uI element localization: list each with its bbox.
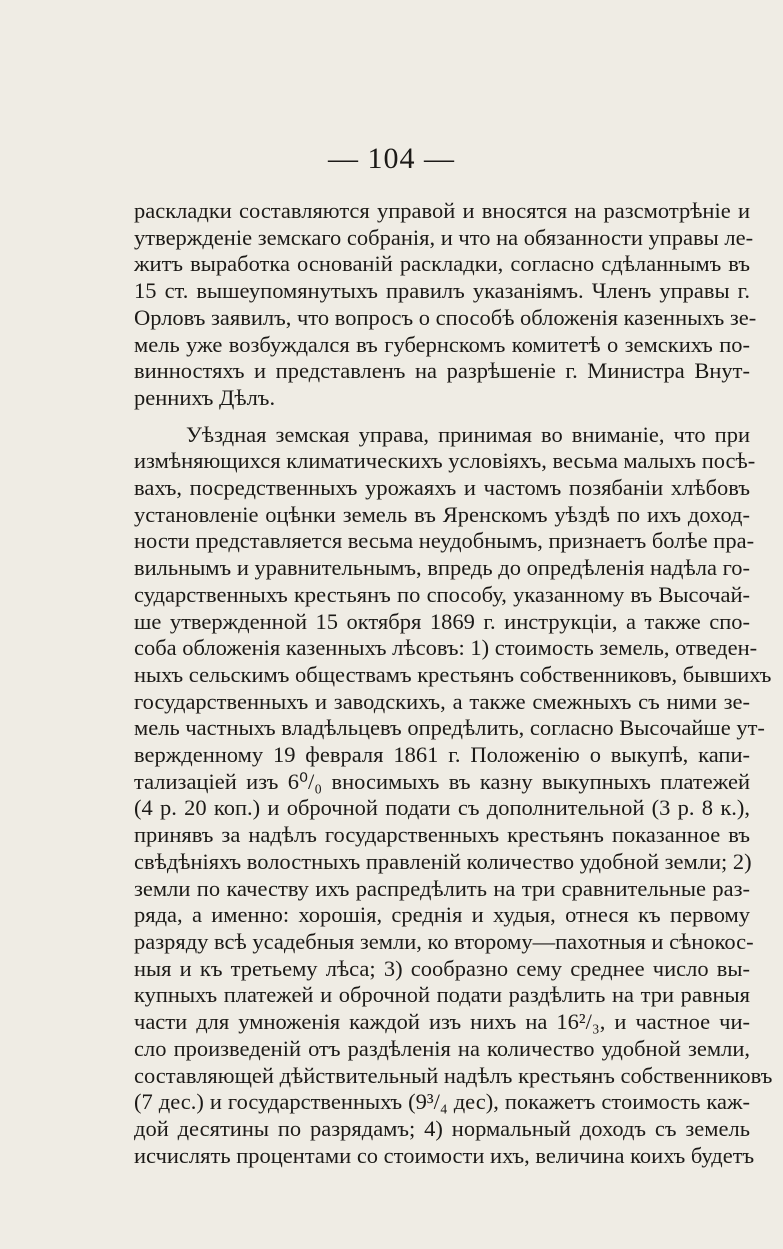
text-line: (4 р. 20 коп.) и оброчной подати съ дополнительной (3 р. 8 к.), xyxy=(134,795,750,821)
paragraph-1 xyxy=(134,198,757,412)
text-line: исчислять процентами со стоимости ихъ, величина коихъ будетъ xyxy=(134,1142,755,1168)
text-line: Уѣздная земская управа, принимая во вниманіе, что при xyxy=(186,421,750,447)
text-line: вержденному 19 февраля 1861 г. Положенію о выкупѣ, капи- xyxy=(134,742,750,768)
page-number: — 104 — xyxy=(328,142,455,175)
text-line: купныхъ платежей и оброчной подати раздѣлить на три равныя xyxy=(134,982,750,1008)
text-line: мель частныхъ владѣльцевъ опредѣлить, согласно Высочайше ут- xyxy=(134,715,765,741)
text-line: ше утвержденной 15 октября 1869 г. инструкціи, а также спо- xyxy=(134,608,750,634)
text-line: земли по качеству ихъ распредѣлить на три сравнительные раз- xyxy=(134,875,750,901)
text-line: ряда, а именно: хорошія, среднія и худыя, отнеся къ первому xyxy=(134,902,750,928)
text-line: свѣдѣніяхъ волостныхъ правленій количество удобной земли; 2) xyxy=(134,848,752,874)
text-line: дой десятины по разрядамъ; 4) нормальный доходъ съ земель xyxy=(134,1115,750,1141)
text-line: Орловъ заявилъ, что вопросъ о способѣ обложенія казенныхъ зе- xyxy=(134,304,757,330)
text-line: мель уже возбуждался въ губернскомъ комитетѣ о земскихъ по- xyxy=(134,331,750,357)
text-line: 15 ст. вышеупомянутыхъ правилъ указаніямъ. Членъ управы г. xyxy=(134,278,750,304)
text-line: ныхъ сельскимъ обществамъ крестьянъ собственниковъ, бывшихъ xyxy=(134,661,772,687)
text-line: установленіе оцѣнки земель въ Яренскомъ уѣздѣ по ихъ доход- xyxy=(134,501,750,527)
text-line: вахъ, посредственныхъ урожаяхъ и частомъ позябаніи хлѣбовъ xyxy=(134,475,750,501)
text-line: тализаціей изъ 6⁰/₀ вносимыхъ въ казну выкупныхъ платежей xyxy=(134,768,750,794)
text-line: части для умноженія каждой изъ нихъ на 16²/₃, и частное чи- xyxy=(134,1009,750,1035)
paragraph-2 xyxy=(134,421,773,1170)
text-line: вильнымъ и уравнительнымъ, впредь до опредѣленія надѣла го- xyxy=(134,555,750,581)
text-line: утвержденіе земскаго собранія, и что на обязанности управы ле- xyxy=(134,224,754,250)
text-line: ныя и къ третьему лѣса; 3) сообразно сему среднее число вы- xyxy=(134,955,750,981)
text-line: сударственныхъ крестьянъ по способу, указанному въ Высочай- xyxy=(134,581,750,607)
text-line: сло произведеній отъ раздѣленія на количество удобной земли, xyxy=(134,1035,750,1061)
text-line: разряду всѣ усадебныя земли, ко второму—пахотныя и сѣнокос- xyxy=(134,928,754,954)
text-line: государственныхъ и заводскихъ, а также смежныхъ съ ними зе- xyxy=(134,688,750,714)
text-line: (7 дес.) и государственныхъ (9³/₄ дес), покажетъ стоимость каж- xyxy=(134,1089,750,1115)
text-line: ности представляется весьма неудобнымъ, признаетъ болѣе пра- xyxy=(134,528,755,554)
text-line: измѣняющихся климатическихъ условіяхъ, весьма малыхъ посѣ- xyxy=(134,448,756,474)
text-line: соба обложенія казенныхъ лѣсовъ: 1) стоимость земель, отведен- xyxy=(134,635,758,661)
text-line: житъ выработка основаній раскладки, согласно сдѣланнымъ въ xyxy=(134,251,750,277)
text-line: винностяхъ и представленъ на разрѣшеніе г. Министра Внут- xyxy=(134,358,750,384)
text-line: раскладки составляются управой и вносятся на разсмотрѣніе и xyxy=(134,198,750,223)
text-body xyxy=(134,198,773,1169)
text-line: реннихъ Дѣлъ. xyxy=(134,384,276,410)
text-line: принявъ за надѣлъ государственныхъ крестьянъ показанное въ xyxy=(134,822,750,848)
text-line: составляющей дѣйствительный надѣлъ крестьянъ собственниковъ xyxy=(134,1062,773,1088)
